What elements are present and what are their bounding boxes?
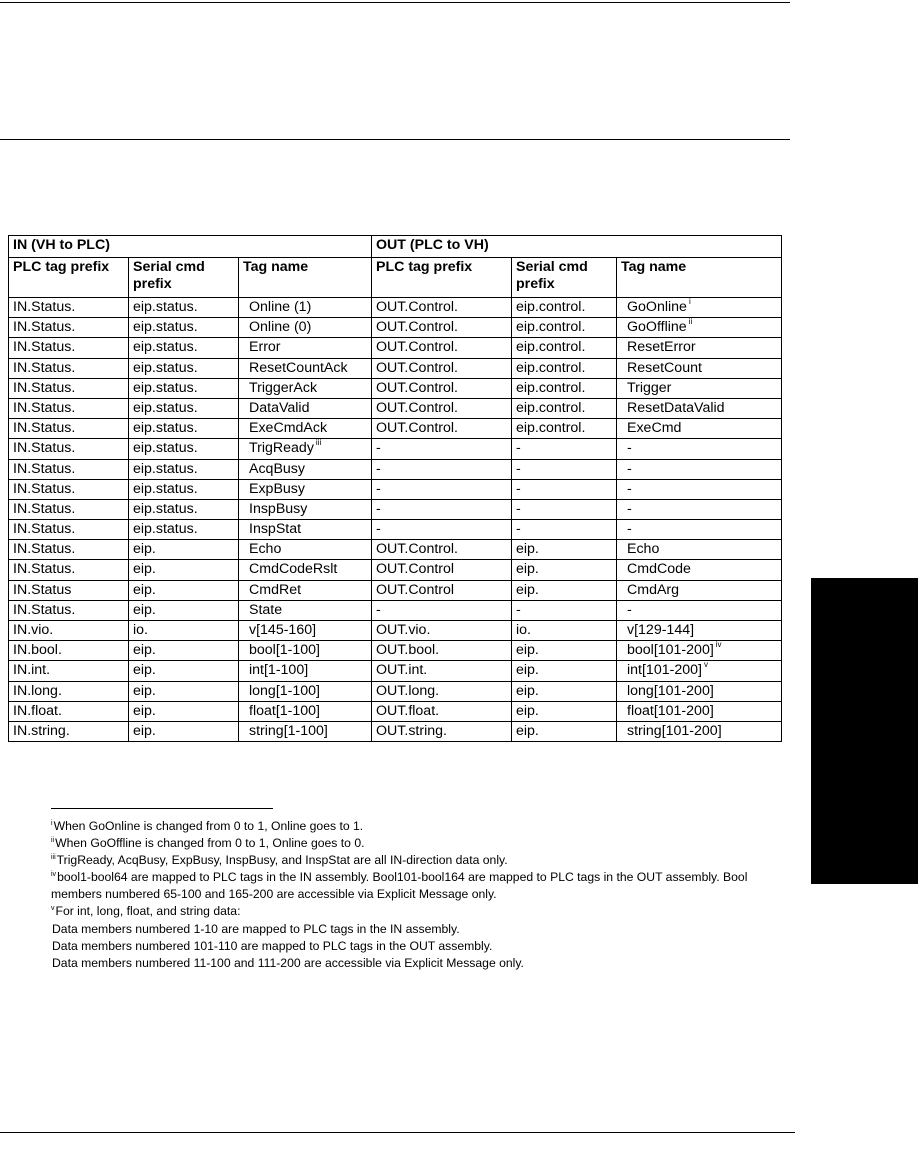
cell-in-plc-tag-prefix: IN.Status. — [9, 540, 129, 560]
cell-out-serial-cmd-prefix: eip. — [512, 560, 617, 580]
cell-in-plc-tag-prefix: IN.vio. — [9, 621, 129, 641]
cell-out-plc-tag-prefix: - — [372, 499, 512, 519]
table-row — [9, 600, 782, 620]
cell-out-tag-name: - — [617, 439, 782, 459]
cell-in-plc-tag-prefix: IN.Status. — [9, 398, 129, 418]
cell-out-plc-tag-prefix: OUT.long. — [372, 681, 512, 701]
cell-out-tag-name: GoOnline $^i$ — [617, 298, 782, 318]
table-row — [9, 499, 782, 519]
cell-out-plc-tag-prefix: OUT.int. — [372, 661, 512, 681]
footer-rule — [0, 1132, 795, 1133]
cell-out-tag-name: Trigger — [617, 378, 782, 398]
cell-in-serial-cmd-prefix: eip.status. — [129, 298, 239, 318]
cell-out-serial-cmd-prefix: eip.control. — [512, 358, 617, 378]
cell-in-plc-tag-prefix: IN.Status. — [9, 560, 129, 580]
cell-out-tag-name: - — [617, 499, 782, 519]
cell-out-plc-tag-prefix: OUT.Control. — [372, 419, 512, 439]
cell-in-tag-name: bool[1-100] — [239, 641, 372, 661]
cell-out-plc-tag-prefix: OUT.vio. — [372, 621, 512, 641]
footnote-mark: iii — [51, 854, 56, 862]
cell-in-tag-name: TriggerAck — [239, 378, 372, 398]
table-row — [9, 540, 782, 560]
cell-in-serial-cmd-prefix: eip. — [129, 681, 239, 701]
col-header-in-plc-tag-prefix: PLC tag prefix — [9, 258, 129, 298]
table-row — [9, 298, 782, 318]
cell-in-serial-cmd-prefix: eip.status. — [129, 479, 239, 499]
table-row — [9, 661, 782, 681]
cell-out-serial-cmd-prefix: - — [512, 520, 617, 540]
table-body — [9, 298, 782, 742]
footnote-marker: ii — [688, 317, 693, 327]
cell-in-plc-tag-prefix: IN.Status. — [9, 318, 129, 338]
cell-out-serial-cmd-prefix: - — [512, 459, 617, 479]
cell-out-serial-cmd-prefix: eip. — [512, 681, 617, 701]
table-row — [9, 479, 782, 499]
cell-in-tag-name: Online (0) — [239, 318, 372, 338]
cell-out-serial-cmd-prefix: eip.control. — [512, 298, 617, 318]
cell-in-tag-name: int[1-100] — [239, 661, 372, 681]
table-row — [9, 439, 782, 459]
cell-in-tag-name: CmdCodeRslt — [239, 560, 372, 580]
cell-out-serial-cmd-prefix: - — [512, 499, 617, 519]
cell-in-serial-cmd-prefix: eip. — [129, 600, 239, 620]
table-row — [9, 419, 782, 439]
cell-out-tag-name: Echo — [617, 540, 782, 560]
cell-out-plc-tag-prefix: - — [372, 459, 512, 479]
cell-out-serial-cmd-prefix: eip.control. — [512, 398, 617, 418]
footnote — [51, 938, 791, 955]
table-row — [9, 520, 782, 540]
cell-in-tag-name: InspBusy — [239, 499, 372, 519]
footnote-mark: i — [51, 820, 53, 827]
cell-out-plc-tag-prefix: - — [372, 479, 512, 499]
cell-in-plc-tag-prefix: IN.string. — [9, 721, 129, 741]
cell-in-plc-tag-prefix: IN.Status. — [9, 338, 129, 358]
cell-out-serial-cmd-prefix: eip. — [512, 540, 617, 560]
header-rule-bottom — [0, 139, 790, 140]
footnote-separator — [51, 808, 273, 809]
footnote-mark: ii — [51, 837, 55, 845]
cell-out-tag-name: ResetCount — [617, 358, 782, 378]
footnote — [51, 955, 791, 972]
cell-out-serial-cmd-prefix: eip.control. — [512, 419, 617, 439]
cell-out-serial-cmd-prefix: eip.control. — [512, 318, 617, 338]
cell-out-tag-name: bool[101-200] $^{iv}$ — [617, 641, 782, 661]
cell-in-plc-tag-prefix: IN.Status. — [9, 499, 129, 519]
cell-in-serial-cmd-prefix: eip.status. — [129, 318, 239, 338]
cell-in-tag-name: v[145-160] — [239, 621, 372, 641]
cell-out-plc-tag-prefix: - — [372, 520, 512, 540]
col-header-in-tag-name: Tag name — [239, 258, 372, 298]
footnote-text: TrigReady, AcqBusy, ExpBusy, InspBusy, and InspStat are all IN-direction data only. — [56, 853, 508, 868]
cell-in-tag-name: TrigReady $^{iii}$ — [239, 439, 372, 459]
cell-in-tag-name: DataValid — [239, 398, 372, 418]
cell-in-tag-name: InspStat — [239, 520, 372, 540]
footnote-marker: iv — [715, 640, 722, 650]
cell-out-plc-tag-prefix: OUT.Control. — [372, 398, 512, 418]
cell-out-serial-cmd-prefix: eip. — [512, 721, 617, 741]
cell-out-tag-name: float[101-200] — [617, 701, 782, 721]
cell-out-tag-name: - — [617, 600, 782, 620]
footnote — [51, 903, 791, 920]
header-rule-top — [0, 2, 790, 3]
cell-out-tag-name: ResetError — [617, 338, 782, 358]
footnote-mark: iv — [51, 871, 57, 879]
cell-in-plc-tag-prefix: IN.Status. — [9, 358, 129, 378]
cell-out-plc-tag-prefix: - — [372, 600, 512, 620]
cell-out-serial-cmd-prefix: eip. — [512, 701, 617, 721]
cell-in-plc-tag-prefix: IN.bool. — [9, 641, 129, 661]
footnote — [51, 869, 791, 903]
cell-out-serial-cmd-prefix: - — [512, 600, 617, 620]
cell-in-serial-cmd-prefix: eip. — [129, 641, 239, 661]
table-row — [9, 398, 782, 418]
cell-out-serial-cmd-prefix: eip. — [512, 641, 617, 661]
cell-in-tag-name: ExpBusy — [239, 479, 372, 499]
cell-out-serial-cmd-prefix: - — [512, 479, 617, 499]
table-row — [9, 580, 782, 600]
cell-out-plc-tag-prefix: OUT.Control. — [372, 338, 512, 358]
cell-out-serial-cmd-prefix: - — [512, 439, 617, 459]
cell-in-serial-cmd-prefix: eip. — [129, 721, 239, 741]
cell-in-tag-name: Error — [239, 338, 372, 358]
cell-out-serial-cmd-prefix: eip.control. — [512, 378, 617, 398]
cell-in-plc-tag-prefix: IN.Status. — [9, 298, 129, 318]
cell-in-tag-name: State — [239, 600, 372, 620]
cell-out-plc-tag-prefix: OUT.Control — [372, 560, 512, 580]
footnote-marker: v — [703, 660, 708, 670]
cell-out-tag-name: ExeCmd — [617, 419, 782, 439]
footnote-marker: iii — [315, 438, 322, 448]
cell-in-plc-tag-prefix: IN.long. — [9, 681, 129, 701]
col-header-in-serial-cmd-prefix: Serial cmd prefix — [129, 258, 239, 298]
cell-out-tag-name: - — [617, 479, 782, 499]
cell-out-plc-tag-prefix: OUT.Control. — [372, 540, 512, 560]
cell-in-serial-cmd-prefix: eip.status. — [129, 439, 239, 459]
cell-out-serial-cmd-prefix: eip.control. — [512, 338, 617, 358]
table-row — [9, 721, 782, 741]
cell-out-tag-name: v[129-144] — [617, 621, 782, 641]
cell-in-serial-cmd-prefix: eip.status. — [129, 358, 239, 378]
cell-in-plc-tag-prefix: IN.float. — [9, 701, 129, 721]
cell-out-serial-cmd-prefix: eip. — [512, 580, 617, 600]
cell-in-serial-cmd-prefix: eip.status. — [129, 338, 239, 358]
cell-in-plc-tag-prefix: IN.Status. — [9, 459, 129, 479]
table-row — [9, 358, 782, 378]
cell-in-plc-tag-prefix: IN.int. — [9, 661, 129, 681]
cell-out-plc-tag-prefix: - — [372, 439, 512, 459]
cell-in-serial-cmd-prefix: eip. — [129, 540, 239, 560]
cell-in-serial-cmd-prefix: eip.status. — [129, 398, 239, 418]
cell-in-tag-name: ExeCmdAck — [239, 419, 372, 439]
cell-out-plc-tag-prefix: OUT.float. — [372, 701, 512, 721]
footnote-text: When GoOnline is changed from 0 to 1, Online goes to 1. — [53, 819, 364, 833]
cell-in-tag-name: string[1-100] — [239, 721, 372, 741]
cell-in-serial-cmd-prefix: eip.status. — [129, 378, 239, 398]
footnote-text: Data members numbered 1-10 are mapped to PLC tags in the IN assembly. — [52, 921, 460, 936]
cell-in-serial-cmd-prefix: eip. — [129, 560, 239, 580]
group-header-out: OUT (PLC to VH) — [372, 236, 782, 258]
cell-in-serial-cmd-prefix: eip.status. — [129, 520, 239, 540]
table-row — [9, 459, 782, 479]
cell-in-serial-cmd-prefix: eip. — [129, 701, 239, 721]
cell-out-tag-name: GoOffline $^{ii}$ — [617, 318, 782, 338]
footnote-text: Data members numbered 101-110 are mapped to PLC tags in the OUT assembly. — [52, 938, 493, 953]
cell-in-plc-tag-prefix: IN.Status. — [9, 439, 129, 459]
cell-out-plc-tag-prefix: OUT.Control. — [372, 318, 512, 338]
cell-out-plc-tag-prefix: OUT.Control. — [372, 358, 512, 378]
col-header-out-tag-name: Tag name — [617, 258, 782, 298]
cell-in-tag-name: long[1-100] — [239, 681, 372, 701]
table-row — [9, 560, 782, 580]
table-row — [9, 701, 782, 721]
cell-in-serial-cmd-prefix: io. — [129, 621, 239, 641]
footnote-text: Data members numbered 11-100 and 111-200 are accessible via Explicit Message only. — [52, 955, 524, 970]
footnote — [51, 921, 791, 938]
cell-out-serial-cmd-prefix: io. — [512, 621, 617, 641]
table-row — [9, 338, 782, 358]
cell-out-plc-tag-prefix: OUT.Control — [372, 580, 512, 600]
cell-out-serial-cmd-prefix: eip. — [512, 661, 617, 681]
table-row — [9, 681, 782, 701]
section-side-tab — [811, 578, 918, 884]
cell-in-tag-name: CmdRet — [239, 580, 372, 600]
cell-in-serial-cmd-prefix: eip. — [129, 661, 239, 681]
cell-out-plc-tag-prefix: OUT.Control. — [372, 378, 512, 398]
cell-out-tag-name: CmdCode — [617, 560, 782, 580]
table-row — [9, 318, 782, 338]
table-row — [9, 621, 782, 641]
table-row — [9, 378, 782, 398]
cell-in-tag-name: AcqBusy — [239, 459, 372, 479]
cell-in-plc-tag-prefix: IN.Status — [9, 580, 129, 600]
cell-out-plc-tag-prefix: OUT.string. — [372, 721, 512, 741]
footnote — [51, 852, 791, 869]
footnote-mark: v — [51, 905, 55, 913]
footnotes — [51, 818, 791, 972]
footnote — [51, 835, 791, 852]
cell-out-plc-tag-prefix: OUT.Control. — [372, 298, 512, 318]
cell-in-tag-name: ResetCountAck — [239, 358, 372, 378]
footnote — [51, 818, 791, 835]
footnote-text: When GoOffline is changed from 0 to 1, Online goes to 0. — [55, 836, 365, 851]
cell-out-tag-name: CmdArg — [617, 580, 782, 600]
cell-in-serial-cmd-prefix: eip. — [129, 580, 239, 600]
cell-out-tag-name: long[101-200] — [617, 681, 782, 701]
cell-in-serial-cmd-prefix: eip.status. — [129, 499, 239, 519]
cell-out-tag-name: - — [617, 520, 782, 540]
cell-in-tag-name: float[1-100] — [239, 701, 372, 721]
cell-in-tag-name: Online (1) — [239, 298, 372, 318]
cell-in-plc-tag-prefix: IN.Status. — [9, 419, 129, 439]
cell-in-serial-cmd-prefix: eip.status. — [129, 459, 239, 479]
tag-mapping-table — [8, 235, 782, 742]
cell-out-tag-name: string[101-200] — [617, 721, 782, 741]
cell-in-plc-tag-prefix: IN.Status. — [9, 479, 129, 499]
cell-out-plc-tag-prefix: OUT.bool. — [372, 641, 512, 661]
table-row — [9, 641, 782, 661]
cell-out-tag-name: int[101-200] $^v$ — [617, 661, 782, 681]
tag-mapping-table-container — [8, 235, 781, 742]
cell-in-plc-tag-prefix: IN.Status. — [9, 520, 129, 540]
cell-in-serial-cmd-prefix: eip.status. — [129, 419, 239, 439]
cell-in-tag-name: Echo — [239, 540, 372, 560]
footnote-text: bool1-bool64 are mapped to PLC tags in the IN assembly. Bool101-bool164 are mapped to PLC tags in the OUT assembly. Bool members numbered 65-100 and 165-200 are accessible via Explicit Message only. — [51, 870, 748, 902]
footnote-text: For int, long, float, and string data: — [55, 904, 241, 919]
col-header-out-plc-tag-prefix: PLC tag prefix — [372, 258, 512, 298]
cell-in-plc-tag-prefix: IN.Status. — [9, 378, 129, 398]
group-header-in: IN (VH to PLC) — [9, 236, 372, 258]
cell-out-tag-name: ResetDataValid — [617, 398, 782, 418]
footnote-marker: i — [688, 297, 691, 306]
cell-out-tag-name: - — [617, 459, 782, 479]
col-header-out-serial-cmd-prefix: Serial cmd prefix — [512, 258, 617, 298]
cell-in-plc-tag-prefix: IN.Status. — [9, 600, 129, 620]
